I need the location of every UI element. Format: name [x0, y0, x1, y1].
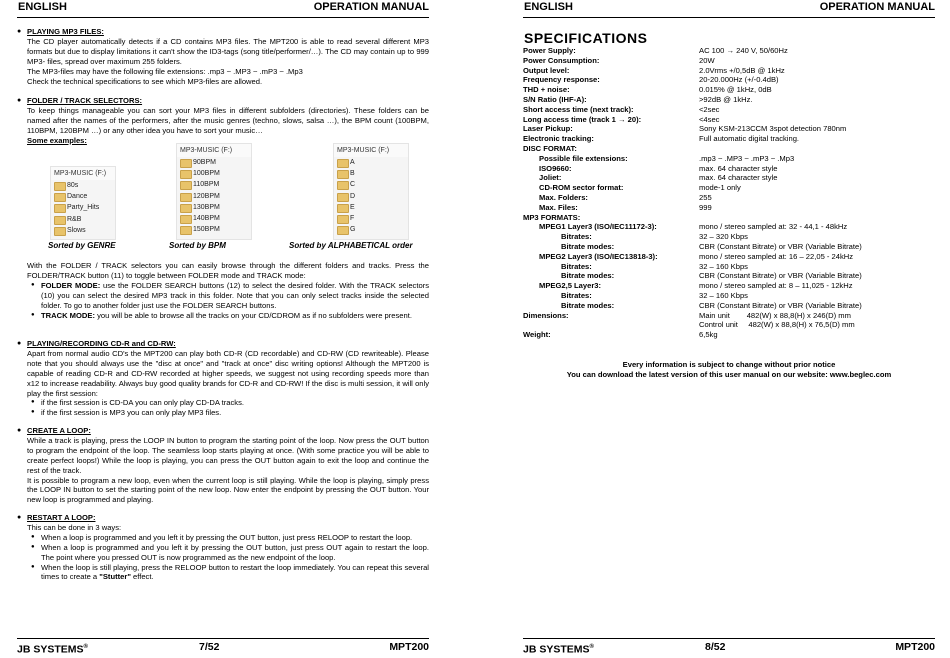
spec-value: CBR (Constant Bitrate) or VBR (Variable Bitrate)	[699, 271, 862, 281]
spec-key: Laser Pickup:	[523, 124, 573, 134]
paragraph: With the FOLDER / TRACK selectors you can easily browse through the different folders and tracks. Press the FOLDER/TRACK button (11) to toggle between FOLDER mode and TRACK mode:	[27, 261, 429, 280]
folder-item-label: 150BPM	[193, 226, 220, 234]
folder-item	[177, 157, 251, 168]
spec-value: 6,5kg	[699, 330, 718, 340]
spec-row	[523, 232, 935, 242]
folder-item	[51, 202, 115, 213]
folder-item	[177, 179, 251, 190]
folder-item-label: 90BPM	[193, 159, 216, 166]
spec-value: AC 100 → 240 V, 50/60Hz	[699, 46, 788, 55]
list-item	[27, 563, 429, 583]
spec-key: Max. Files:	[539, 202, 578, 212]
spec-key: Output level:	[523, 65, 570, 75]
spec-key: Bitrates:	[561, 232, 592, 242]
bullet-icon: ●	[17, 97, 22, 104]
folder-item	[177, 191, 251, 202]
folder-item-label: Dance	[67, 193, 88, 201]
spec-key: Bitrate modes:	[561, 271, 615, 281]
folder-icon	[180, 215, 192, 224]
spec-row	[523, 213, 935, 223]
folder-item	[177, 168, 251, 179]
folder-item-label: 110BPM	[193, 181, 220, 189]
spec-row	[523, 271, 935, 281]
folder-icon	[180, 159, 192, 168]
paragraph: It is possible to program a new loop, even when the current loop is still playing. While the loop is playing, simply press the LOOP IN button to set the starting point of the new loop. Now enter the endpoint by pressing the OUT button. Your new loop is programmed and playing.	[27, 475, 429, 505]
page-header	[17, 0, 429, 18]
spec-key: Power Consumption:	[523, 55, 600, 65]
folder-item-label: 120BPM	[193, 192, 220, 200]
folder-item	[334, 213, 408, 224]
folder-browse-text	[17, 261, 429, 320]
folder-item-label: 80s	[67, 182, 79, 189]
folder-tree-title: MP3-MUSIC (F:)	[51, 167, 115, 180]
folder-item-label: Party_Hits	[67, 204, 100, 212]
bullet-icon: ●	[17, 427, 22, 434]
folder-icon	[180, 226, 192, 235]
spec-value: 20W	[699, 55, 715, 65]
spec-row	[523, 144, 935, 154]
mode-text: use the FOLDER SEARCH buttons (12) to select the desired folder. With the TRACK selectors (10) you can select the desired MP3 track in this folder. Note that you can only select tracks inside the selected folder. To go to another folder just use the FOLDER SEARCH buttons.	[41, 280, 429, 310]
section-heading: FOLDER / TRACK SELECTORS:	[27, 96, 143, 105]
spec-value: 32 – 320 Kbps	[699, 232, 748, 242]
paragraph: The CD player automatically detects if a CD contains MP3 files. The MPT200 is able to read several different MP3 formats but due to display limitations it can't show the ID3-tags (song title/performer/…). The CD may contain up to 999 MP3- files, spread over maximum 255 folders.	[27, 36, 429, 66]
folder-icon	[337, 159, 349, 168]
folder-item-label: G	[350, 226, 356, 234]
folder-item	[334, 179, 408, 190]
spec-value: 255	[699, 192, 712, 202]
folder-item-label: Slows	[67, 226, 86, 234]
caption-genre: Sorted by GENRE	[48, 241, 116, 250]
spec-value: CBR (Constant Bitrate) or VBR (Variable Bitrate)	[699, 241, 862, 251]
folder-item-label: B	[350, 170, 355, 178]
paragraph: To keep things manageable you can sort your MP3 files in different subfolders (directories). These folders can be named after the names of the performers, after the music genres (techno, slows, salsa …), the BPM count (100BPM, 110BPM, 120BPM …) or any other idea you have to sort your music…	[27, 105, 429, 135]
folder-item-label: E	[350, 203, 355, 211]
folder-item-label: C	[350, 181, 356, 189]
bullet-icon: ●	[17, 514, 22, 521]
section-heading: CREATE A LOOP:	[27, 426, 91, 435]
folder-icon	[54, 182, 66, 191]
spec-key: S/N Ratio (IHF-A):	[523, 94, 587, 104]
bullet-icon: ●	[31, 533, 35, 540]
folder-item	[51, 214, 115, 225]
folder-icon	[180, 170, 192, 179]
paragraph: Check the technical specifications to see which MP3-files are allowed.	[27, 76, 263, 86]
spec-row	[523, 124, 935, 134]
section-folder	[17, 96, 429, 146]
list-item-text: When a loop is programmed and you left it by pressing the OUT button, just press OUT again to restart the loop. The point where you pressed OUT is now programmed as the new endpoint of the loop.	[41, 542, 429, 562]
brand-text: JB SYSTEMS	[17, 643, 84, 656]
language-label: ENGLISH	[18, 1, 67, 13]
spec-row	[523, 75, 935, 85]
folder-tree-bpm	[176, 143, 252, 240]
spec-key: Short access time (next track):	[523, 104, 634, 114]
section-heading: RESTART A LOOP:	[27, 513, 96, 522]
spec-value: max. 64 character style	[699, 173, 778, 183]
spec-value: <4sec	[699, 114, 720, 124]
notice-line: Every information is subject to change without prior notice	[622, 360, 836, 369]
folder-item	[51, 191, 115, 202]
folder-icon	[337, 193, 349, 202]
spec-row	[523, 154, 935, 164]
spec-key: MP3 FORMATS:	[523, 212, 581, 222]
model-name: MPT200	[895, 641, 935, 653]
spec-row	[523, 291, 935, 301]
model-name: MPT200	[389, 641, 429, 653]
caption-alpha: Sorted by ALPHABETICAL order	[289, 241, 413, 250]
folder-item-label: A	[350, 159, 355, 166]
spec-key: Dimensions:	[523, 310, 569, 320]
spec-value: 32 – 160 Kbps	[699, 290, 748, 300]
folder-item	[177, 224, 251, 235]
spec-value: 0.015% @ 1kHz, 0dB	[699, 85, 772, 95]
spec-value: 32 – 160 Kbps	[699, 261, 748, 271]
spec-row	[523, 95, 935, 105]
spec-key: Max. Folders:	[539, 192, 588, 202]
spec-value: Full automatic digital tracking.	[699, 134, 800, 144]
folder-icon	[180, 193, 192, 202]
spec-value: <2sec	[699, 104, 720, 114]
paragraph: Apart from normal audio CD's the MPT200 can play both CD-R (CD recordable) and CD-RW (CD rewriteable). Please note that you should always use the "disc at once" and "track at once" disc writing options! Although the MPT200 is capable of reading CD-R and CD-RW recorded at higher speeds, we suggest not using recording speeds more than x12 to increase readability. Always buy good quality brands for CD-R and CD-RW! If the disc is multi session, it will only play the first session:	[27, 348, 429, 398]
spec-row	[523, 105, 935, 115]
spec-key: Bitrates:	[561, 261, 592, 271]
list-item	[27, 281, 429, 311]
folder-item	[334, 224, 408, 235]
mode-label: TRACK MODE:	[41, 310, 95, 320]
spec-row	[523, 183, 935, 193]
manual-title: OPERATION MANUAL	[819, 1, 935, 13]
spec-key: Long access time (track 1 → 20):	[523, 114, 642, 124]
spec-row	[523, 252, 935, 262]
folder-icon	[337, 204, 349, 213]
folder-item	[334, 157, 408, 168]
list-item	[27, 408, 429, 418]
spec-key: Power Supply:	[523, 46, 576, 55]
folder-item	[334, 191, 408, 202]
section-loop	[17, 426, 429, 505]
spec-row	[523, 301, 935, 311]
spec-value: >92dB @ 1kHz.	[699, 94, 753, 104]
caption-bpm: Sorted by BPM	[169, 241, 226, 250]
list-item-text: effect.	[130, 572, 154, 582]
folder-icon	[54, 216, 66, 225]
spec-row	[523, 164, 935, 174]
spec-row	[523, 242, 935, 252]
paragraph: The MP3-files may have the following file extensions: .mp3 ~ .MP3 ~ .mP3 ~ .Mp3	[27, 66, 303, 76]
mode-label: FOLDER MODE:	[41, 280, 101, 290]
section-cdr	[17, 339, 429, 418]
folder-tree-title: MP3-MUSIC (F:)	[334, 144, 408, 157]
spec-row	[523, 311, 935, 321]
paragraph: While a track is playing, press the LOOP IN button to program the starting point of the loop. Now press the OUT button to program the endpoint of the loop. The seamless loop starts playing at once. (With some practice you will be able to create perfect loops!) While the loop is playing, you can press the OUT button again to exit the loop and continue the rest of the track.	[27, 435, 429, 475]
folder-tree-genre	[50, 166, 116, 240]
folder-icon	[54, 227, 66, 236]
spec-value: 999	[699, 202, 712, 212]
spec-key: Electronic tracking:	[523, 134, 594, 144]
spec-row	[523, 66, 935, 76]
spec-value: CBR (Constant Bitrate) or VBR (Variable Bitrate)	[699, 300, 862, 310]
folder-item-label: 130BPM	[193, 203, 220, 211]
list-item	[27, 543, 429, 563]
paragraph: This can be done in 3 ways:	[27, 522, 122, 532]
spec-value: 20-20.000Hz (+/-0.4dB)	[699, 75, 779, 85]
page-footer	[523, 638, 935, 655]
left-page	[17, 0, 429, 654]
folder-icon	[180, 204, 192, 213]
list-item-text: if the first session is MP3 you can only play MP3 files.	[41, 408, 222, 418]
examples-label: Some examples:	[27, 135, 87, 145]
list-item	[27, 398, 429, 408]
spec-value: mode-1 only	[699, 183, 741, 193]
stutter-label: "Stutter"	[99, 572, 131, 582]
brand-name	[523, 639, 594, 658]
folder-item-label: F	[350, 214, 355, 222]
spec-key: MPEG2,5 Layer3:	[539, 281, 602, 291]
brand-name	[17, 639, 88, 658]
spec-row	[523, 330, 935, 340]
spec-key: CD-ROM sector format:	[539, 183, 624, 193]
spec-value: mono / stereo sampled at: 16 – 22,05 - 24kHz	[699, 251, 854, 261]
bullet-icon: ●	[31, 563, 35, 570]
spec-row	[523, 203, 935, 213]
right-page	[523, 0, 935, 654]
spec-row	[523, 281, 935, 291]
page-footer	[17, 638, 429, 655]
folder-icon	[54, 204, 66, 213]
folder-item-label: D	[350, 192, 356, 200]
spec-value: .mp3 ~ .MP3 ~ .mP3 ~ .Mp3	[699, 153, 795, 163]
folder-tree-title: MP3-MUSIC (F:)	[177, 144, 251, 157]
section-heading: PLAYING MP3 FILES:	[27, 27, 104, 36]
folder-item	[334, 168, 408, 179]
spec-row	[523, 173, 935, 183]
folder-icon	[337, 226, 349, 235]
list-item	[27, 311, 429, 321]
spec-row	[523, 46, 935, 56]
folder-icon	[337, 181, 349, 190]
spec-value: Sony KSM-213CCM 3spot detection 780nm	[699, 124, 847, 134]
bullet-icon: ●	[31, 409, 35, 416]
section-heading: PLAYING/RECORDING CD-R and CD-RW:	[27, 339, 176, 348]
spec-value: max. 64 character style	[699, 163, 778, 173]
spec-row	[523, 115, 935, 125]
spec-value: 2.0Vrms +/0,5dB @ 1kHz	[699, 65, 785, 75]
spec-key: Frequency response:	[523, 75, 600, 85]
page-header	[523, 0, 935, 18]
list-item-text: When a loop is programmed and you left it by pressing the OUT button, just press RELOOP to restart the loop.	[41, 532, 413, 542]
brand-text: JB SYSTEMS	[523, 643, 590, 656]
folder-icon	[180, 181, 192, 190]
registered-mark: ®	[83, 644, 88, 650]
spec-value: Control unit 482(W) x 88,8(H) x 76,5(D) mm	[699, 320, 855, 330]
folder-item	[177, 213, 251, 224]
bullet-icon: ●	[31, 281, 35, 288]
spec-key: Joliet:	[539, 173, 562, 183]
spec-row	[523, 222, 935, 232]
specifications-list	[523, 46, 935, 340]
spec-key: Weight:	[523, 330, 551, 340]
folder-item-label: 100BPM	[193, 170, 220, 178]
spec-key: Bitrate modes:	[561, 241, 615, 251]
bullet-icon: ●	[31, 311, 35, 318]
bullet-icon: ●	[31, 543, 35, 550]
registered-mark: ®	[589, 644, 594, 650]
folder-item	[177, 202, 251, 213]
page-number: 8/52	[705, 641, 726, 653]
spec-value: mono / stereo sampled at: 8 – 11,025 - 12kHz	[699, 281, 853, 291]
spec-row	[523, 320, 935, 330]
folder-icon	[337, 215, 349, 224]
folder-tree-alpha	[333, 143, 409, 240]
spec-key: THD + noise:	[523, 85, 570, 95]
folder-item	[334, 202, 408, 213]
manual-title: OPERATION MANUAL	[313, 1, 429, 13]
spec-key: Bitrates:	[561, 290, 592, 300]
list-item	[27, 533, 429, 543]
spec-row	[523, 56, 935, 66]
folder-item	[51, 225, 115, 236]
folder-item	[51, 180, 115, 191]
spec-key: DISC FORMAT:	[523, 143, 577, 153]
notice	[523, 360, 935, 380]
spec-key: Possible file extensions:	[539, 153, 628, 163]
spec-row	[523, 193, 935, 203]
folder-examples	[17, 141, 429, 253]
spec-key: MPEG2 Layer3 (ISO/IEC13818-3):	[539, 251, 658, 261]
mode-text: you will be able to browse all the tracks on your CD/CDROM as if no subfolders were present.	[95, 310, 412, 320]
list-item-text: if the first session is CD-DA you can only play CD-DA tracks.	[41, 398, 244, 408]
folder-icon	[54, 193, 66, 202]
list-item-text: When the loop is still playing, press the RELOOP button to restart the loop immediately. You can repeat this several times to create a	[41, 562, 429, 582]
section-restart	[17, 513, 429, 582]
folder-icon	[337, 170, 349, 179]
folder-item-label: R&B	[67, 215, 82, 223]
section-mp3	[17, 27, 429, 86]
notice-line: You can download the latest version of this user manual on our website: www.beglec.com	[566, 369, 892, 379]
language-label: ENGLISH	[524, 1, 573, 13]
spec-value: Main unit 482(W) x 88,8(H) x 246(D) mm	[699, 310, 851, 320]
spec-value: mono / stereo sampled at: 32 - 44,1 - 48kHz	[699, 222, 848, 232]
spec-key: Bitrate modes:	[561, 300, 615, 310]
specifications-title: SPECIFICATIONS	[524, 30, 648, 46]
folder-item-label: 140BPM	[193, 214, 220, 222]
spec-row	[523, 85, 935, 95]
bullet-icon: ●	[17, 340, 22, 347]
spec-key: MPEG1 Layer3 (ISO/IEC11172-3):	[539, 222, 657, 232]
spec-row	[523, 134, 935, 144]
spec-key: ISO9660:	[539, 163, 572, 173]
spec-row	[523, 262, 935, 272]
bullet-icon: ●	[31, 399, 35, 406]
page-number: 7/52	[199, 641, 220, 653]
bullet-icon: ●	[17, 28, 22, 35]
